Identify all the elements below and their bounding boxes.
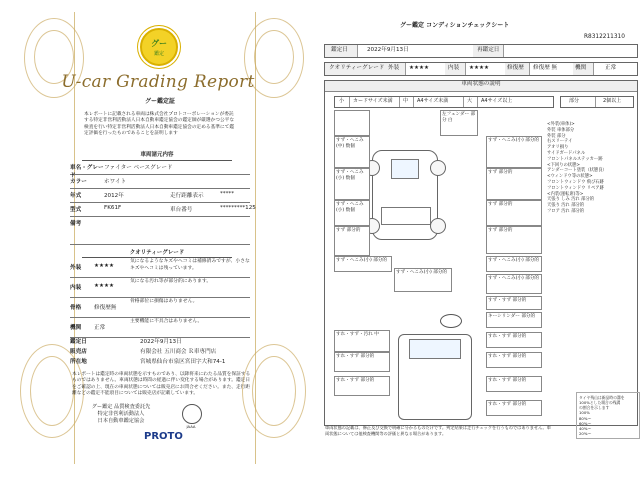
tire-legend bbox=[576, 392, 640, 439]
quality-key-cell bbox=[505, 63, 530, 75]
spec-value: ファイター ベースグレード bbox=[104, 165, 173, 171]
side-note: フロア 汚れ 部分的 bbox=[547, 208, 585, 214]
cargo-bed-icon bbox=[381, 207, 431, 225]
date-value-cell bbox=[357, 45, 474, 57]
date-value: 2022年9月13日 bbox=[367, 47, 409, 53]
scale-key: 大 bbox=[467, 98, 473, 104]
legend-line: の割合を示します bbox=[579, 405, 610, 411]
damage-label: すず 部分的 bbox=[488, 202, 513, 207]
certificate-intro: 本レポートに記載される車両は株式会社プロトコーポレーションが委託する特定非営利活動法人日本自動車鑑定協会の鑑定師が厳選かつ公平な検査を行い特定非営利活動法人日本自動車鑑定協会の定める基準にて鑑定評価を行ったものであることを証明します bbox=[84, 112, 235, 137]
grade-score: 修復歴無 bbox=[94, 305, 117, 311]
damage-label: すず・へこみ(小) 部分的 bbox=[488, 276, 540, 281]
damage-label: すず・へこみ(小) 部分的 bbox=[396, 270, 448, 275]
legend-line: 20%〜 bbox=[579, 430, 592, 436]
damage-box bbox=[486, 136, 542, 168]
quality-value: ★★★★ bbox=[409, 65, 430, 71]
damage-label: すず・へこみ(小) 部分的 bbox=[336, 258, 388, 263]
ornament-bottom-left-inner bbox=[30, 356, 74, 426]
truck-top-view-icon bbox=[372, 150, 438, 240]
side-note: <外装(車体)> bbox=[547, 122, 575, 127]
damage-label: すず・へこみ(小) 部分的 bbox=[488, 258, 540, 263]
grade-label: 骨格 bbox=[70, 305, 82, 311]
report-title: U-car Grading Report bbox=[61, 72, 255, 92]
damage-box bbox=[486, 376, 542, 392]
sheet-footnote: 車両状態の記載は、修正及び交換で明確に分かるものだけです。判定結果は走行チェックを行うものではありません。車両状態については他検査機関等の評価と異なる場合があります。 bbox=[325, 425, 551, 437]
jaaa-seal-icon bbox=[182, 404, 202, 424]
quality-table bbox=[324, 62, 638, 76]
side-note: 天張り しみ 汚れ 部分的 bbox=[547, 197, 595, 203]
grade-row bbox=[70, 297, 250, 318]
damage-label: すず 部分的 bbox=[336, 228, 361, 233]
sheet-code: R8312211310 bbox=[584, 34, 625, 40]
badge-name: グー bbox=[151, 39, 167, 48]
spec-row bbox=[70, 174, 250, 189]
damage-box bbox=[486, 352, 542, 368]
issuer-line: 特定非営利活動法人 bbox=[97, 411, 145, 418]
damage-box bbox=[334, 136, 370, 168]
spec-value-2: ***** bbox=[220, 191, 234, 197]
damage-label: すず 部分的 bbox=[488, 170, 513, 175]
truck-front-view-icon bbox=[398, 334, 472, 420]
side-note: 右スリーテイ bbox=[547, 139, 573, 145]
side-note: 天張り 汚れ 部分的 bbox=[547, 203, 585, 209]
front-glass-icon bbox=[409, 339, 461, 359]
date-table bbox=[324, 44, 638, 58]
side-note: フロントウィンドウ リペア跡 bbox=[547, 185, 604, 191]
spec-value: ホワイト bbox=[104, 179, 127, 185]
address-value: 宮城県仙台市泉区宮田字大和74-1 bbox=[140, 359, 226, 365]
count-value: 2個以上 bbox=[603, 98, 622, 104]
spec-row bbox=[70, 216, 250, 245]
side-note: 外装 車体部分 bbox=[547, 127, 575, 133]
wheel-icon bbox=[430, 218, 446, 234]
quality-key-cell bbox=[445, 63, 466, 75]
side-note: アンダーコート塗装（状態良） bbox=[547, 168, 607, 174]
reissue-label-cell bbox=[473, 45, 504, 57]
grade-row bbox=[70, 317, 250, 338]
side-note: アオリ損り bbox=[547, 145, 569, 151]
damage-label: すず・へこみ(小) 部分的 bbox=[488, 138, 540, 143]
certificate-title: グー鑑定証 bbox=[144, 98, 175, 105]
side-note: 外装 部分 bbox=[547, 133, 566, 139]
quality-key: 外装 bbox=[388, 65, 400, 71]
dealer-row bbox=[70, 347, 250, 357]
scale-value: カードサイズ未満 bbox=[353, 98, 393, 104]
damage-box bbox=[486, 200, 542, 226]
size-scale bbox=[334, 96, 554, 108]
spec-value: FK61F bbox=[104, 205, 122, 211]
quality-key-cell bbox=[573, 63, 594, 75]
damage-label: すれ・すず 部分的 bbox=[336, 354, 375, 359]
damage-box bbox=[334, 256, 392, 272]
scale-key: 小 bbox=[339, 98, 345, 104]
spec-label: 年式 bbox=[70, 193, 82, 199]
damage-box bbox=[440, 110, 478, 136]
quality-key: 修復歴 bbox=[507, 65, 524, 71]
proto-logo: PROTO bbox=[144, 431, 183, 442]
quality-grade-title: クオリティーグレード bbox=[82, 248, 232, 258]
scale-key: 中 bbox=[403, 98, 409, 104]
spec-value: 2012年 bbox=[104, 193, 124, 199]
dealer-value: 有限会社 五川商会 Ｒ車専門店 bbox=[140, 349, 217, 355]
date-label: 鑑定日 bbox=[331, 47, 348, 53]
quality-value-cell bbox=[593, 63, 636, 75]
side-note: フロントパネルステッカー跡 bbox=[547, 156, 603, 162]
spec-label: 車名・グレード bbox=[70, 165, 104, 179]
damage-label: すず・へこみ(小) 数個 bbox=[336, 202, 364, 213]
spec-row bbox=[70, 188, 250, 203]
goo-logo-icon bbox=[140, 28, 178, 66]
legend-line: 100%とした場合の残溝 bbox=[579, 400, 621, 406]
quality-label: クオリティーグレード bbox=[329, 65, 385, 71]
damage-box bbox=[334, 226, 370, 256]
issuer-line: グー鑑定 品質検査委託先 bbox=[91, 404, 151, 410]
dealer-label: 販売店 bbox=[70, 349, 87, 355]
quality-value: 修復歴 無 bbox=[533, 65, 558, 71]
count-cell bbox=[595, 97, 632, 107]
damage-box bbox=[486, 226, 542, 254]
quality-key-cell bbox=[385, 63, 406, 75]
sheet-title: グー鑑定 コンディションチェックシート bbox=[400, 22, 510, 29]
date-label: 鑑定日 bbox=[70, 339, 87, 345]
steering-wheel-icon bbox=[440, 314, 462, 328]
damage-box bbox=[334, 352, 390, 372]
damage-label: すれ・すず 部分的 bbox=[488, 334, 527, 339]
scale-cell bbox=[335, 97, 350, 107]
grade-description: 骨格部位に損傷はありません。 bbox=[130, 299, 198, 304]
damage-label: 左フェンダー 部分 白 bbox=[442, 112, 476, 123]
count-cell bbox=[561, 97, 596, 107]
condition-title: 車両状態の説明 bbox=[325, 81, 637, 92]
legend-line: タイヤ残山は新品時の溝を bbox=[579, 395, 625, 400]
damage-box bbox=[394, 268, 452, 292]
grade-score: ★★★★ bbox=[94, 263, 115, 269]
date-value: 2022年9月13日 bbox=[140, 339, 182, 345]
spec-label-2: 走行距離表示 bbox=[170, 193, 204, 199]
date-label-cell bbox=[325, 45, 358, 57]
quality-value-cell bbox=[405, 63, 446, 75]
grade-description: 主要機能に不具合はありません。 bbox=[130, 319, 203, 324]
appraisal-date-row bbox=[70, 337, 250, 347]
count-value: 部分 bbox=[569, 98, 580, 104]
specs-section-title: 車両諸元内容 bbox=[82, 150, 232, 161]
side-note: <ウィンドウ等の状態> bbox=[547, 174, 593, 180]
address-row bbox=[70, 357, 250, 367]
quality-value: ★★★★ bbox=[469, 65, 490, 71]
issuer-block bbox=[86, 404, 156, 425]
scale-cell bbox=[413, 97, 464, 107]
spec-row bbox=[70, 202, 256, 217]
grade-label: 機関 bbox=[70, 325, 82, 331]
wheel-icon bbox=[430, 160, 446, 176]
damage-box bbox=[486, 296, 542, 310]
damage-label: すず・へこみ(小) 数個 bbox=[336, 170, 364, 181]
damage-box bbox=[334, 110, 370, 136]
damage-box bbox=[334, 376, 390, 396]
certificate-notes: 本レポートは鑑定時の車両状態を示すものであり、以降将来にわたる品質を保証するものではありません。車両状態は時間の経過に伴い変化する場合があります。鑑定日をご確認の上、現在の車両状態については販売店にお問合せください。また、走行距離などの鑑定不能項目については販売店が記載しています。 bbox=[72, 372, 251, 397]
side-note: <下回りの状態> bbox=[547, 162, 580, 168]
windshield-icon bbox=[391, 159, 419, 179]
quality-label-cell bbox=[325, 63, 386, 75]
damage-label: すれ・すず・汚れ 中 bbox=[336, 332, 379, 337]
spec-label-2: 車台番号 bbox=[170, 207, 193, 213]
quality-value: 正常 bbox=[605, 65, 617, 71]
grade-description: 気になるようなキズやヘコミは補修済みですが、小さなキズやヘコミは残っています。 bbox=[130, 259, 250, 271]
legend-line: 40%〜 bbox=[579, 425, 592, 431]
damage-label: すれ・すず 部分的 bbox=[336, 378, 375, 383]
side-notes bbox=[547, 122, 635, 294]
reissue-label: 再鑑定日 bbox=[477, 47, 500, 53]
grade-score: ★★★★ bbox=[94, 283, 115, 289]
grade-description: 気になる汚れ等が部分的にあります。 bbox=[130, 279, 212, 284]
legend-line: 80%〜 bbox=[579, 415, 592, 421]
spec-value-2: *********125 bbox=[220, 205, 256, 211]
damage-label: すず 部分的 bbox=[488, 228, 513, 233]
side-note: <内装(運転席)等> bbox=[547, 191, 584, 197]
spec-label: 備考 bbox=[70, 221, 82, 227]
scale-value: A4サイズ未満 bbox=[417, 98, 449, 104]
count-scale bbox=[560, 96, 634, 108]
quality-key: 機関 bbox=[575, 65, 587, 71]
seal-label: JAAA bbox=[186, 424, 196, 429]
scale-cell bbox=[477, 97, 552, 107]
damage-label: すず・へこみ(中) 数個 bbox=[336, 138, 364, 149]
quality-value-cell bbox=[465, 63, 506, 75]
damage-label: キーシリンダー 部分的 bbox=[488, 314, 536, 319]
side-note: フロントウィンドウ 飛び石跡 bbox=[547, 179, 604, 185]
damage-box bbox=[486, 168, 542, 200]
damage-label: すず・すず 部分的 bbox=[488, 298, 527, 303]
issuer-line: 日本自動車鑑定協会 bbox=[97, 418, 145, 425]
damage-label: すれ・すず 部分的 bbox=[488, 354, 527, 359]
grade-score: 正常 bbox=[94, 325, 106, 331]
damage-box bbox=[486, 312, 542, 328]
badge-sub: 鑑定 bbox=[153, 51, 164, 57]
damage-label: すれ・すず 部分的 bbox=[488, 378, 527, 383]
grade-row bbox=[70, 257, 250, 278]
address-label: 所在地 bbox=[70, 359, 87, 365]
grade-label: 外装 bbox=[70, 265, 82, 271]
damage-box bbox=[486, 256, 542, 272]
grade-row bbox=[70, 277, 250, 298]
scale-cell bbox=[349, 97, 400, 107]
damage-box bbox=[486, 274, 542, 294]
spec-row bbox=[70, 160, 250, 179]
damage-box bbox=[334, 330, 390, 352]
damage-label: すれ・すず 部分的 bbox=[488, 402, 527, 407]
scale-cell bbox=[399, 97, 414, 107]
damage-box bbox=[486, 332, 542, 348]
quality-key: 内装 bbox=[448, 65, 460, 71]
grade-label: 内装 bbox=[70, 285, 82, 291]
legend-line: 60%〜 bbox=[579, 420, 592, 426]
scale-value: A4サイズ以上 bbox=[481, 98, 513, 104]
ornament-bottom-right-inner bbox=[252, 356, 296, 426]
damage-box bbox=[486, 400, 542, 416]
legend-line: 100% bbox=[579, 410, 590, 416]
spec-label: 型式 bbox=[70, 207, 82, 213]
quality-value-cell bbox=[529, 63, 574, 75]
spec-label: カラー bbox=[70, 179, 87, 185]
scale-cell bbox=[463, 97, 478, 107]
damage-box bbox=[334, 200, 370, 226]
side-note: サイドガードパネル bbox=[547, 150, 586, 156]
damage-box bbox=[334, 168, 370, 200]
